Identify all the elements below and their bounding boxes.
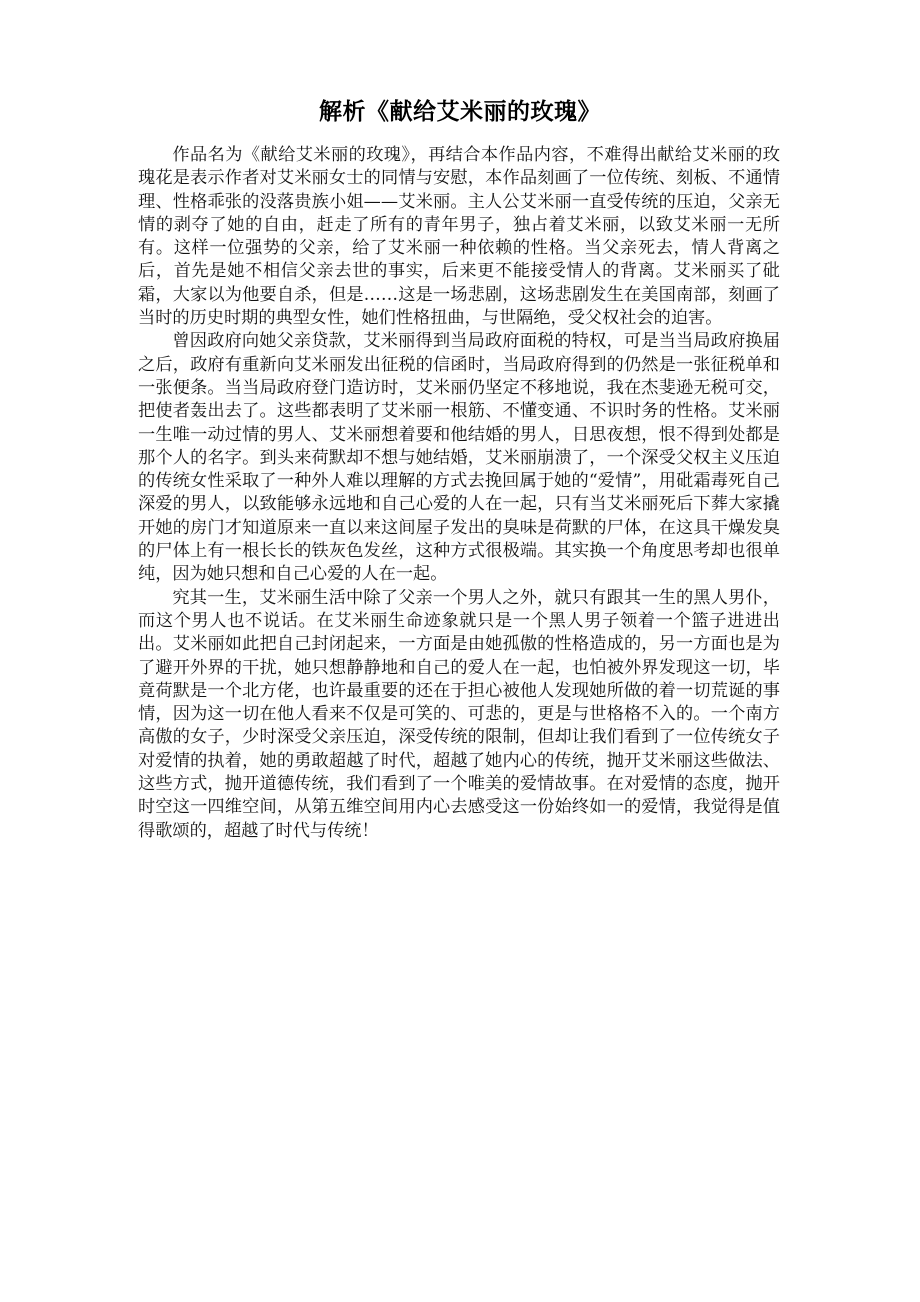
paragraph-3: 究其一生，艾米丽生活中除了父亲一个男人之外，就只有跟其一生的黑人男仆，而这个男人也不说话。在艾米丽生命迹象就只是一个黑人男子领着一个篮子进进出出。艾米丽如此把自己封闭起来，一方面是由她孤傲的性格造成的，另一方面也是为了避开外界的干扰，她只想静静地和自己的爱人在一起，也怕被外界发现这一切，毕竟荷默是一个北方佬，也许最重要的还在于担心被他人发现她所做的着一切荒诞的事情，因为这一切在他人看来不仅是可笑的、可悲的，更是与世格格不入的。一个南方高傲的女子，少时深受父亲压迫，深受传统的限制，但却让我们看到了一位传统女子对爱情的执着，她的勇敢超越了时代，超越了她内心的传统，抛开艾米丽这些做法、这些方式，抛开道德传统，我们看到了一个唯美的爱情故事。在对爱情的态度，抛开时空这一四维空间，从第五维空间用内心去感受这一份始终如一的爱情，我觉得是值得歌颂的，超越了时代与传统！	[138, 587, 780, 841]
paragraph-2: 曾因政府向她父亲贷款，艾米丽得到当局政府面税的特权，可是当当局政府换届之后，政府有重新向艾米丽发出征税的信函时，当局政府得到的仍然是一张征税单和一张便条。当当局政府登门造访时，艾米丽仍坚定不移地说，我在杰斐逊无税可交，把使者轰出去了。这些都表明了艾米丽一根筋、不懂变通、不识时务的性格。艾米丽一生唯一动过情的男人、艾米丽想着要和他结婚的男人，日思夜想，恨不得到处都是那个人的名字。到头来荷默却不想与她结婚，艾米丽崩溃了，一个深受父权主义压迫的传统女性采取了一种外人难以理解的方式去挽回属于她的“爱情”，用砒霜毒死自己深爱的男人，以致能够永远地和自己心爱的人在一起，只有当艾米丽死后下葬大家撬开她的房门才知道原来一直以来这间屋子发出的臭味是荷默的尸体，在这具干燥发臭的尸体上有一根长长的铁灰色发丝，这种方式很极端。其实换一个角度思考却也很单纯，因为她只想和自己心爱的人在一起。	[138, 331, 780, 585]
document-title: 解析《献给艾米丽的玫瑰》	[319, 99, 601, 125]
paragraph-1: 作品名为《献给艾米丽的玫瑰》，再结合本作品内容，不难得出献给艾米丽的玫瑰花是表示作者对艾米丽女士的同情与安慰，本作品刻画了一位传统、刻板、不通情理、性格乖张的没落贵族小姐——艾米丽。主人公艾米丽一直受传统的压迫，父亲无情的剥夺了她的自由，赶走了所有的青年男子，独占着艾米丽，以致艾米丽一无所有。这样一位强势的父亲，给了艾米丽一种依赖的性格。当父亲死去，情人背离之后，首先是她不相信父亲去世的事实，后来更不能接受情人的背离。艾米丽买了砒霜，大家以为他要自杀，但是……这是一场悲剧，这场悲剧发生在美国南部，刻画了当时的历史时期的典型女性，她们性格扭曲，与世隔绝，受父权社会的迫害。	[138, 145, 780, 329]
document-body	[138, 144, 780, 843]
